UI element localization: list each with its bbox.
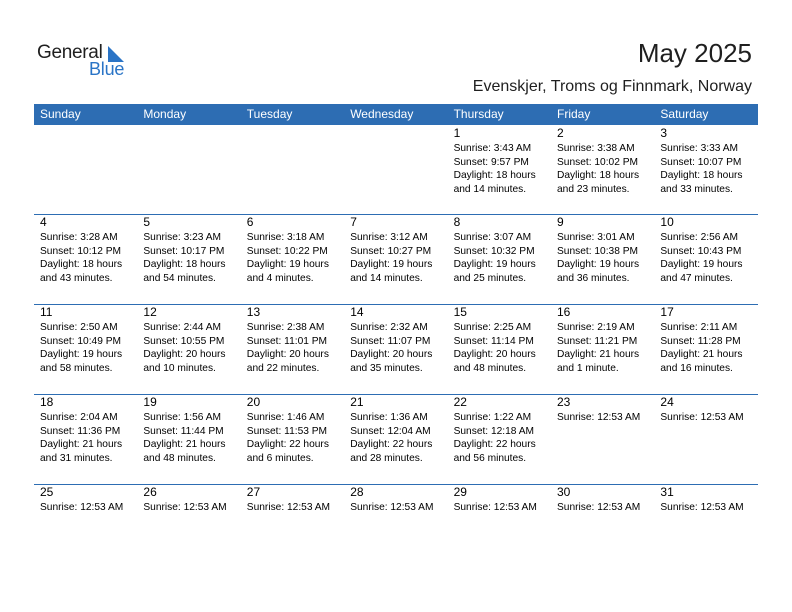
sun-info-line: and 4 minutes.	[246, 272, 314, 284]
day-number: 21	[350, 395, 364, 409]
sun-info-line: Daylight: 19 hours	[557, 259, 640, 270]
sun-info-line: Sunset: 10:32 PM	[453, 245, 535, 257]
day-cell	[137, 395, 240, 465]
sun-info-line: Sunrise: 3:01 AM	[557, 232, 635, 243]
sun-info-line: Sunrise: 2:38 AM	[246, 322, 325, 333]
sun-info-line: Sunrise: 3:12 AM	[350, 232, 428, 243]
location-subtitle: Evenskjer, Troms og Finnmark, Norway	[472, 78, 752, 95]
day-cell	[241, 305, 344, 375]
sun-info-line: and 47 minutes.	[660, 272, 733, 284]
day-cell	[241, 485, 344, 515]
sun-info-line: Sunrise: 12:53 AM	[40, 502, 124, 513]
day-cell	[34, 215, 137, 285]
sun-info-line: Sunrise: 3:28 AM	[40, 232, 118, 243]
day-number: 10	[660, 215, 674, 229]
day-number: 25	[40, 485, 54, 499]
sun-info-line: Sunset: 10:17 PM	[143, 245, 225, 257]
sun-info-line: Daylight: 18 hours	[453, 170, 536, 181]
sun-info-line: Sunset: 10:27 PM	[350, 245, 432, 257]
day-cell	[448, 485, 551, 515]
day-number: 20	[246, 395, 261, 409]
sun-info-line: and 36 minutes.	[557, 272, 630, 284]
sun-info-line: Sunrise: 12:53 AM	[660, 502, 744, 513]
sun-info-line: Sunrise: 1:36 AM	[350, 412, 428, 423]
sun-info-line: and 33 minutes.	[660, 183, 733, 195]
day-number: 30	[557, 485, 571, 499]
day-number: 28	[350, 485, 364, 499]
sun-info-line: Sunrise: 2:11 AM	[660, 322, 738, 333]
day-number: 15	[453, 305, 467, 319]
day-number: 1	[453, 126, 461, 140]
sun-info-line: and 56 minutes.	[453, 452, 527, 464]
sun-info-line: Sunset: 10:43 PM	[660, 245, 742, 257]
day-number: 29	[453, 485, 467, 499]
day-number: 9	[557, 215, 564, 229]
day-number: 27	[246, 485, 261, 499]
sun-info-line: Sunset: 10:38 PM	[557, 245, 638, 257]
logo-blue-text: Blue	[89, 59, 125, 79]
sun-info-line: Daylight: 22 hours	[350, 439, 433, 450]
weekday-header-sunday: Sunday	[40, 107, 81, 121]
sun-info-line: Sunrise: 12:53 AM	[453, 502, 537, 513]
sun-info-line: and 25 minutes.	[453, 272, 527, 284]
sun-info-line: Sunrise: 1:56 AM	[143, 412, 221, 423]
sun-info-line: Sunset: 12:04 AM	[350, 425, 431, 437]
day-cell	[241, 395, 344, 465]
sun-info-line: and 6 minutes.	[246, 452, 314, 464]
day-cell	[241, 215, 344, 285]
sun-info-line: Sunrise: 2:19 AM	[557, 322, 635, 333]
sun-info-line: and 16 minutes.	[660, 362, 733, 374]
sun-info-line: and 23 minutes.	[557, 183, 630, 195]
sun-info-line: Sunset: 10:02 PM	[557, 156, 638, 168]
day-number: 6	[246, 215, 254, 229]
sun-info-line: Daylight: 20 hours	[143, 349, 226, 360]
sun-info-line: Daylight: 19 hours	[453, 259, 536, 270]
sun-info-line: Sunrise: 3:33 AM	[660, 143, 738, 154]
day-number: 8	[453, 215, 461, 229]
day-cell	[448, 215, 551, 285]
sun-info-line: Sunrise: 2:56 AM	[660, 232, 738, 243]
sun-info-line: Sunrise: 12:53 AM	[350, 502, 434, 513]
sun-info-line: and 58 minutes.	[40, 362, 113, 374]
sun-info-line: Sunrise: 3:07 AM	[453, 232, 532, 243]
sun-info-line: Sunrise: 3:23 AM	[143, 232, 221, 243]
day-cell	[137, 305, 240, 375]
weekday-header-wednesday: Wednesday	[350, 107, 414, 121]
day-cell	[344, 395, 447, 465]
day-cell	[654, 215, 757, 285]
day-cell	[551, 395, 654, 425]
sun-info-line: Daylight: 21 hours	[557, 349, 640, 360]
day-number: 31	[660, 485, 674, 499]
sun-info-line: Sunset: 10:55 PM	[143, 335, 225, 347]
sun-info-line: Daylight: 19 hours	[246, 259, 329, 270]
day-cell	[34, 395, 137, 465]
day-number: 18	[40, 395, 54, 409]
sun-info-line: Sunrise: 2:32 AM	[350, 322, 428, 333]
weekday-header-friday: Friday	[557, 107, 591, 121]
sun-info-line: Sunset: 11:28 PM	[660, 335, 741, 347]
sun-info-line: and 22 minutes.	[246, 362, 320, 374]
sun-info-line: Sunset: 10:49 PM	[40, 335, 121, 347]
sun-info-line: Sunset: 11:14 PM	[453, 335, 534, 347]
weekday-header-row	[34, 104, 758, 125]
sun-info-line: and 10 minutes.	[143, 362, 216, 374]
day-cell	[34, 305, 137, 375]
sun-info-line: Sunset: 10:07 PM	[660, 156, 742, 168]
sun-info-line: Daylight: 18 hours	[557, 170, 640, 181]
sun-info-line: and 31 minutes.	[40, 452, 113, 464]
day-number: 17	[660, 305, 674, 319]
sun-info-line: Daylight: 19 hours	[660, 259, 743, 270]
sun-info-line: Sunrise: 2:25 AM	[453, 322, 532, 333]
sun-info-line: Sunrise: 12:53 AM	[246, 502, 331, 513]
sun-info-line: Daylight: 20 hours	[453, 349, 536, 360]
day-cell	[551, 215, 654, 285]
day-cell	[551, 305, 654, 375]
sun-info-line: Sunset: 9:57 PM	[453, 156, 529, 168]
sun-info-line: Daylight: 18 hours	[660, 170, 743, 181]
sun-info-line: Sunrise: 3:43 AM	[453, 143, 532, 154]
day-cell	[448, 305, 551, 375]
sun-info-line: Sunrise: 2:04 AM	[40, 412, 118, 423]
weekday-header-thursday: Thursday	[453, 107, 504, 121]
sun-info-line: Daylight: 19 hours	[350, 259, 433, 270]
sun-info-line: Daylight: 19 hours	[40, 349, 123, 360]
day-number: 4	[40, 215, 47, 229]
generalblue-logo	[37, 42, 137, 82]
day-cell	[654, 485, 757, 515]
day-number: 19	[143, 395, 157, 409]
sun-info-line: and 1 minute.	[557, 362, 619, 374]
sun-info-line: and 14 minutes.	[453, 183, 527, 195]
day-number: 11	[40, 305, 53, 319]
sun-info-line: and 54 minutes.	[143, 272, 216, 284]
sun-info-line: Daylight: 21 hours	[40, 439, 123, 450]
sun-info-line: Daylight: 22 hours	[246, 439, 329, 450]
sun-info-line: Sunset: 11:21 PM	[557, 335, 638, 347]
day-cell	[448, 395, 551, 465]
weekday-header-monday: Monday	[143, 107, 187, 121]
day-cell	[137, 485, 240, 515]
day-cell	[551, 126, 654, 196]
day-cell	[654, 126, 757, 196]
sun-info-line: Sunrise: 12:53 AM	[660, 412, 744, 423]
day-cell	[344, 485, 447, 515]
weekday-header-saturday: Saturday	[660, 107, 709, 121]
sun-info-line: Sunrise: 12:53 AM	[557, 502, 641, 513]
sun-info-line: Daylight: 22 hours	[453, 439, 536, 450]
sun-info-line: Daylight: 18 hours	[143, 259, 226, 270]
sun-info-line: and 48 minutes.	[453, 362, 527, 374]
sun-info-line: Sunset: 11:53 PM	[246, 425, 328, 437]
sun-info-line: Daylight: 18 hours	[40, 259, 123, 270]
day-number: 22	[453, 395, 467, 409]
page-title: May 2025	[637, 38, 752, 68]
sun-info-line: Sunset: 11:01 PM	[246, 335, 328, 347]
day-number: 12	[143, 305, 157, 319]
day-number: 16	[557, 305, 571, 319]
sun-info-line: Sunset: 11:44 PM	[143, 425, 224, 437]
day-cell	[551, 485, 654, 515]
sun-info-line: Sunset: 10:12 PM	[40, 245, 121, 257]
day-number: 7	[350, 215, 357, 229]
day-cell	[137, 215, 240, 285]
sun-info-line: Sunset: 12:18 AM	[453, 425, 535, 437]
sun-info-line: and 14 minutes.	[350, 272, 423, 284]
sun-info-line: Sunrise: 2:50 AM	[40, 322, 118, 333]
sun-info-line: Daylight: 20 hours	[350, 349, 433, 360]
day-number: 23	[557, 395, 571, 409]
day-number: 13	[246, 305, 261, 319]
sun-info-line: Sunset: 11:07 PM	[350, 335, 431, 347]
day-number: 5	[143, 215, 151, 229]
sun-info-line: and 28 minutes.	[350, 452, 423, 464]
sun-info-line: Sunrise: 2:44 AM	[143, 322, 221, 333]
day-number: 24	[660, 395, 674, 409]
sun-info-line: Sunrise: 3:18 AM	[246, 232, 325, 243]
sun-info-line: and 48 minutes.	[143, 452, 216, 464]
sun-info-line: Daylight: 21 hours	[143, 439, 226, 450]
sun-info-line: Sunrise: 12:53 AM	[143, 502, 227, 513]
day-number: 14	[350, 305, 364, 319]
sun-info-line: Sunrise: 1:22 AM	[453, 412, 532, 423]
day-cell	[34, 485, 137, 515]
day-number: 3	[660, 126, 668, 140]
sun-info-line: Sunset: 10:22 PM	[246, 245, 328, 257]
weekday-header-tuesday: Tuesday	[246, 107, 293, 121]
sun-info-line: and 35 minutes.	[350, 362, 423, 374]
logo-general-text: General	[37, 42, 103, 63]
day-number: 26	[143, 485, 157, 499]
day-number: 2	[557, 126, 564, 140]
sun-info-line: Sunrise: 12:53 AM	[557, 412, 641, 423]
sun-info-line: Daylight: 20 hours	[246, 349, 329, 360]
sun-info-line: Daylight: 21 hours	[660, 349, 743, 360]
day-cell	[654, 395, 757, 425]
day-cell	[344, 215, 447, 285]
day-cell	[654, 305, 757, 375]
sun-info-line: Sunset: 11:36 PM	[40, 425, 121, 437]
sun-info-line: Sunrise: 3:38 AM	[557, 143, 635, 154]
sun-info-line: Sunrise: 1:46 AM	[246, 412, 325, 423]
day-cell	[448, 126, 551, 196]
day-cell	[344, 305, 447, 375]
sun-info-line: and 43 minutes.	[40, 272, 113, 284]
